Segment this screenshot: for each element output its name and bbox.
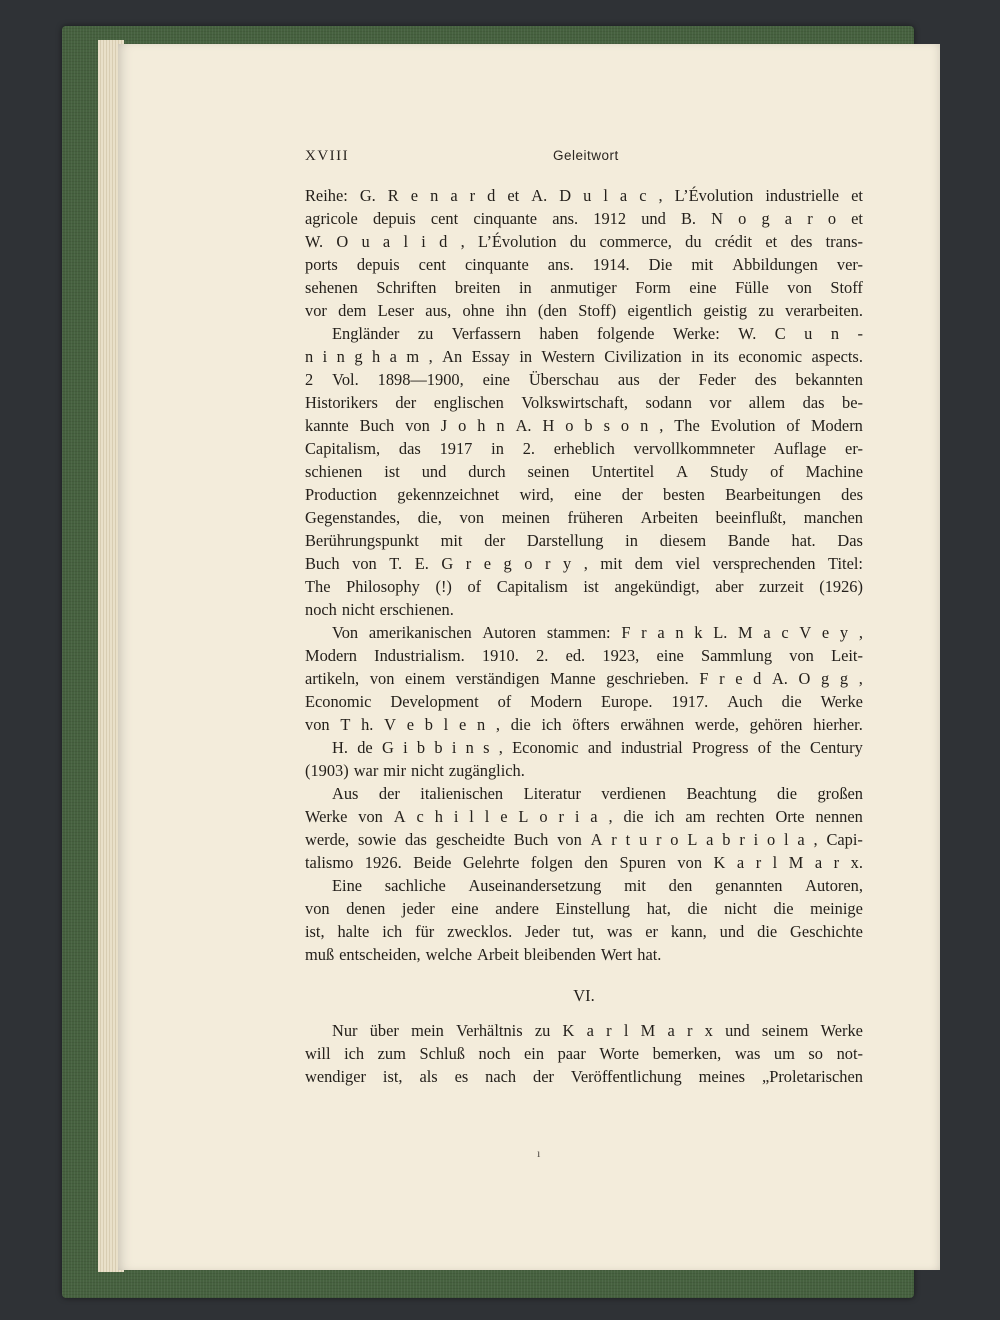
text-line: Aus der italienischen Literatur verdienen Beachtung die großen (332, 784, 863, 803)
text-line: vor dem Leser aus, ohne ihn (den Stoff) eigentlich geistig zu verarbeiten. (305, 301, 863, 320)
text-line: Historikers der englischen Volkswirtschaft, sodann vor allem das be- (305, 393, 863, 412)
text-line: talismo 1926. Beide Gelehrte folgen den Spuren von K a r l M a r x. (305, 853, 863, 872)
text-line: ports depuis cent cinquante ans. 1914. Die mit Abbildungen ver- (305, 255, 863, 274)
text-line: 2 Vol. 1898—1900, eine Überschau aus der Feder des bekannten (305, 370, 863, 389)
text-line: Buch von T. E. G r e g o r y , mit dem viel versprechenden Titel: (305, 554, 863, 573)
text-line: Reihe: G. R e n a r d et A. D u l a c , L’Évolution industrielle et (305, 186, 863, 205)
text-line: Eine sachliche Auseinandersetzung mit den genannten Autoren, (332, 876, 863, 895)
footer-mark: ı (537, 1146, 541, 1160)
text-line: Modern Industrialism. 1910. 2. ed. 1923, eine Sammlung von Leit- (305, 646, 863, 665)
text-line: noch nicht erschienen. (305, 600, 454, 619)
text-line: kannte Buch von J o h n A. H o b s o n , The Evolution of Modern (305, 416, 863, 435)
text-line: artikeln, von einem verständigen Manne geschrieben. F r e d A. O g g , (305, 669, 863, 688)
text-line: schienen ist und durch seinen Untertitel A Study of Machine (305, 462, 863, 481)
text-line: Economic Development of Modern Europe. 1917. Auch die Werke (305, 692, 863, 711)
text-line: will ich zum Schluß noch ein paar Worte bemerken, was um so not- (305, 1044, 863, 1063)
text-line: von denen jeder eine andere Einstellung hat, die nicht die meinige (305, 899, 863, 918)
text-line: Production gekennzeichnet wird, eine der besten Bearbeitungen des (305, 485, 863, 504)
page-number: XVIII (305, 148, 350, 164)
text-line: Von amerikanischen Autoren stammen: F r a n k L. M a c V e y , (332, 623, 863, 642)
text-line: W. O u a l i d , L’Évolution du commerce, du crédit et des trans- (305, 232, 863, 251)
text-line: Gegenstandes, die, von meinen früheren Arbeiten beeinflußt, manchen (305, 508, 863, 527)
text-line: Berührungspunkt mit der Darstellung in diesem Bande hat. Das (305, 531, 863, 550)
text-line: muß entscheiden, welche Arbeit bleibenden Wert hat. (305, 945, 662, 964)
running-title: Geleitwort (553, 148, 619, 163)
text-line: von T h. V e b l e n , die ich öfters erwähnen werde, gehören hierher. (305, 715, 863, 734)
text-line: H. de G i b b i n s , Economic and industrial Progress of the Century (332, 738, 863, 757)
text-line: (1903) war mir nicht zugänglich. (305, 761, 525, 780)
text-line: ist, halte ich für zwecklos. Jeder tut, was er kann, und die Geschichte (305, 922, 863, 941)
text-line: Werke von A c h i l l e L o r i a , die ich am rechten Orte nennen (305, 807, 863, 826)
text-line: n i n g h a m , An Essay in Western Civilization in its economic aspects. (305, 347, 863, 366)
text-line: agricole depuis cent cinquante ans. 1912 und B. N o g a r o et (305, 209, 863, 228)
text-line: werde, sowie das gescheidte Buch von A r t u r o L a b r i o l a , Capi- (305, 830, 863, 849)
body-text (305, 184, 863, 1088)
text-line: wendiger ist, als es nach der Veröffentlichung meines „Proletarischen (305, 1067, 863, 1086)
section-heading: VI. (573, 986, 595, 1005)
text-line: The Philosophy (!) of Capitalism ist angekündigt, aber zurzeit (1926) (305, 577, 863, 596)
text-line: Capitalism, das 1917 in 2. erheblich vervollkommneter Auflage er- (305, 439, 863, 458)
text-line: sehenen Schriften breiten in anmutiger Form eine Fülle von Stoff (305, 278, 863, 297)
text-line: Nur über mein Verhältnis zu K a r l M a r x und seinem Werke (332, 1021, 863, 1040)
text-line: Engländer zu Verfassern haben folgende Werke: W. C u n - (332, 324, 863, 343)
page-header (305, 148, 863, 168)
